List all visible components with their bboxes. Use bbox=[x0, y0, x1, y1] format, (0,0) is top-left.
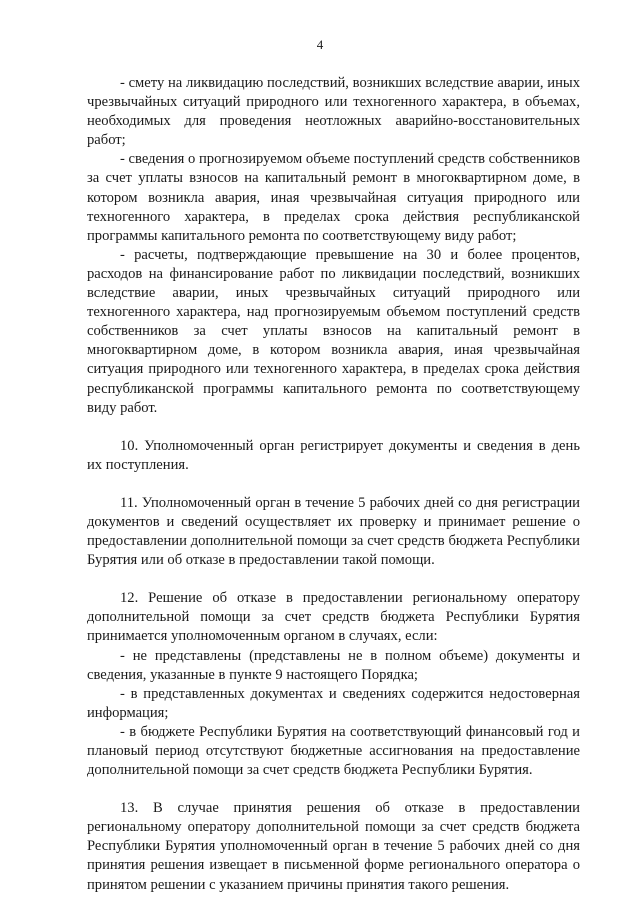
clause-12: 12. Решение об отказе в предоставлении региональному оператору дополнительной помощи за счет средств бюджета Республики Бурятия принимается уполномоченным органом в случаях, если: bbox=[87, 590, 580, 645]
refusal-reason-incomplete: - не представлены (представлены не в полном объеме) документы и сведения, указанные в пункте 9 настоящего Порядка; bbox=[87, 647, 580, 683]
document-body bbox=[87, 74, 580, 895]
clause-13: 13. В случае принятия решения об отказе в предоставлении региональному оператору дополнительной помощи за счет средств бюджета Республики Бурятия уполномоченный орган в течение 5 рабочих дней со дня принятия решения извещает в письменной форме регионального оператора о принятом решении с указанием причины принятия такого решения. bbox=[87, 800, 580, 893]
page-number: 4 bbox=[316, 37, 324, 52]
refusal-reason-no-budget: - в бюджете Республики Бурятия на соответствующий финансовый год и плановый период отсутствуют бюджетные ассигнования на предоставление дополнительной помощи за счет средств бюджета Республики Бурятия. bbox=[87, 723, 580, 779]
list-item-forecast: - сведения о прогнозируемом объеме поступлений средств собственников за счет уплаты взносов на капитальный ремонт в многоквартирном доме, в котором возникла авария, иная чрезвычайная ситуация природного или техногенного характера, в пределах срока действия республиканской программы капитального ремонта по соответствующему виду работ; bbox=[87, 151, 580, 244]
list-item-calculations: - расчеты, подтверждающие превышение на 30 и более процентов, расходов на финансирование работ по ликвидации последствий, возникших вследствие аварии, иных чрезвычайных ситуаций природного или техногенного характера, над прогнозируемым объемом поступлений средств собственников за счет уплаты взносов на капитальный ремонт в многоквартирном доме, в котором возникла авария, иная чрезвычайная ситуация природного или техногенного характера, в пределах срока действия республиканской программы капитального ремонта по соответствующему виду работ. bbox=[87, 246, 580, 416]
list-item-estimate: - смету на ликвидацию последствий, возникших вследствие аварии, иных чрезвычайных ситуаций природного или техногенного характера, в объемах, необходимых для проведения неотложных аварийно-восстановительных работ; bbox=[87, 75, 580, 149]
refusal-reason-inaccurate: - в представленных документах и сведениях содержится недостоверная информация; bbox=[87, 685, 580, 721]
clause-10: 10. Уполномоченный орган регистрирует документы и сведения в день их поступления. bbox=[87, 437, 580, 473]
clause-11: 11. Уполномоченный орган в течение 5 рабочих дней со дня регистрации документов и сведений осуществляет их проверку и принимает решение о предоставлении дополнительной помощи за счет средств бюджета Республики Бурятия или об отказе в предоставлении такой помощи. bbox=[87, 494, 580, 569]
